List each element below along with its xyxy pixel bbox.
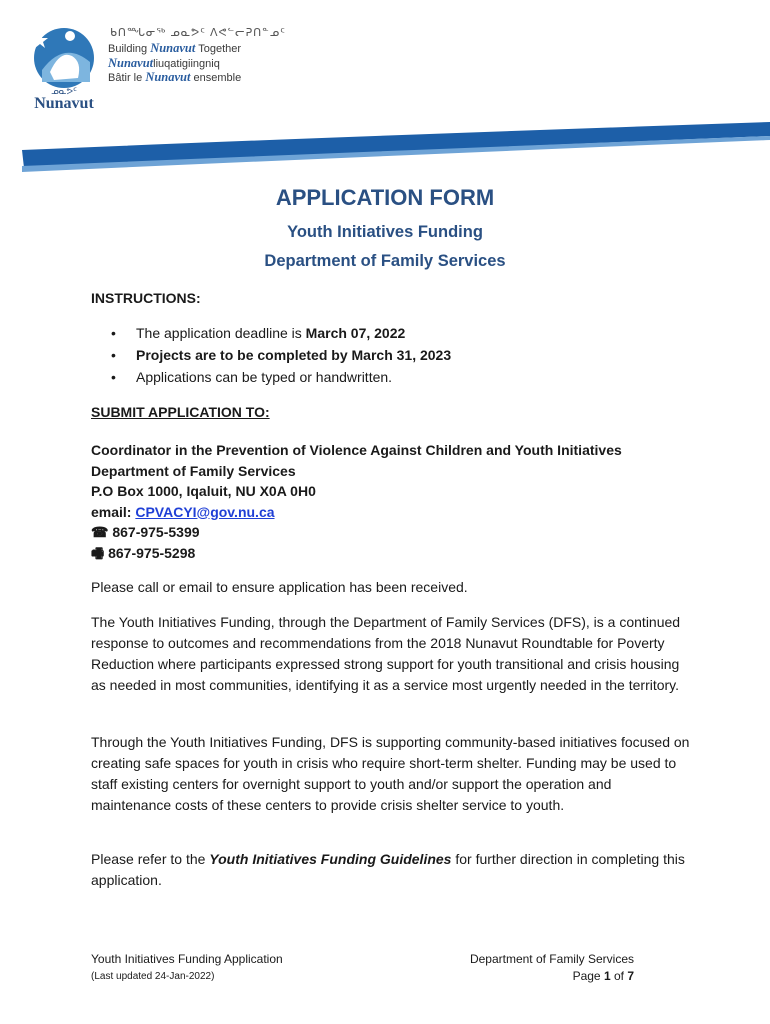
tagline-english: Building Nunavut Together	[108, 41, 242, 55]
contact-address: P.O Box 1000, Iqaluit, NU X0A 0H0	[91, 483, 316, 499]
subtitle-department: Department of Family Services	[264, 252, 506, 270]
contact-fax: 🖷 867-975-5298	[91, 544, 196, 561]
instructions-heading: INSTRUCTIONS:	[91, 290, 201, 306]
paragraph-guidelines: Please refer to the Youth Initiatives Funding Guidelines for further direction in completing this application.	[91, 851, 685, 888]
contact-department: Department of Family Services	[91, 462, 296, 479]
submit-heading: SUBMIT APPLICATION TO:	[91, 404, 270, 420]
nunavut-logo	[24, 22, 104, 114]
logo-name: Nunavut	[34, 95, 94, 112]
footer-updated: (Last updated 24-Jan-2022)	[91, 971, 215, 982]
page-title: APPLICATION FORM	[275, 185, 495, 210]
bullet-icon: •	[111, 369, 116, 385]
contact-email: email: CPVACYI@gov.nu.ca	[91, 503, 275, 520]
phone-icon: ☎	[91, 524, 109, 540]
tagline-french: Bâtir le Nunavut ensemble	[108, 70, 242, 84]
list-item: • Applications can be typed or handwritten.	[91, 366, 691, 388]
instructions-list	[91, 322, 691, 388]
footer-doc-title: Youth Initiatives Funding Application	[91, 952, 283, 966]
paragraph-background: The Youth Initiatives Funding, through the Department of Family Services (DFS), is a continued response to outcomes and recommendations from the 2018 Nunavut Roundtable for Poverty Reduction where participants expressed strong support for youth transitional and crisis housing as needed in most communities, identifying it as a service most urgently needed in the territory.	[91, 614, 681, 693]
paragraph-funding: Through the Youth Initiatives Funding, DFS is supporting community-based initiatives focused on creating safe spaces for youth in crisis who require short-term shelter. Funding may be used to staff existing centers for overnight support to youth and/or support the operation and maintenance costs of these centers to provide crisis shelter service to youth.	[91, 734, 690, 813]
footer-department: Department of Family Services	[469, 952, 634, 966]
logo-syllabics: ᓄᓇᕗᑦ	[51, 87, 77, 97]
paragraph-call: Please call or email to ensure application has been received.	[91, 579, 468, 595]
subtitle-program: Youth Initiatives Funding	[287, 223, 483, 241]
footer-left	[91, 951, 283, 985]
list-item: • Projects are to be completed by March 31, 2023	[91, 344, 691, 366]
footer-right	[470, 951, 634, 985]
contact-phone: ☎ 867-975-5399	[91, 524, 200, 540]
bullet-icon: •	[111, 325, 116, 341]
tagline-inuktitut: Nunavutliuqatigiingniq	[108, 56, 220, 70]
contact-recipient: Coordinator in the Prevention of Violence Against Children and Youth Initiatives	[91, 442, 622, 458]
header-swoosh	[0, 120, 770, 180]
contact-block	[91, 440, 691, 563]
page-number: Page 1 of 7	[572, 969, 634, 983]
email-link[interactable]: CPVACYI@gov.nu.ca	[135, 503, 275, 520]
syllabics-tagline: ᑲᑎᙵᓂᖅ ᓄᓇᕗᑦ ᐱᕙᓪᓕᕈᑎᓐᓄᑦ	[110, 27, 286, 39]
list-item: • The application deadline is March 07, 2022	[91, 322, 691, 344]
fax-icon: 🖷	[91, 544, 105, 561]
bullet-icon: •	[111, 347, 116, 363]
